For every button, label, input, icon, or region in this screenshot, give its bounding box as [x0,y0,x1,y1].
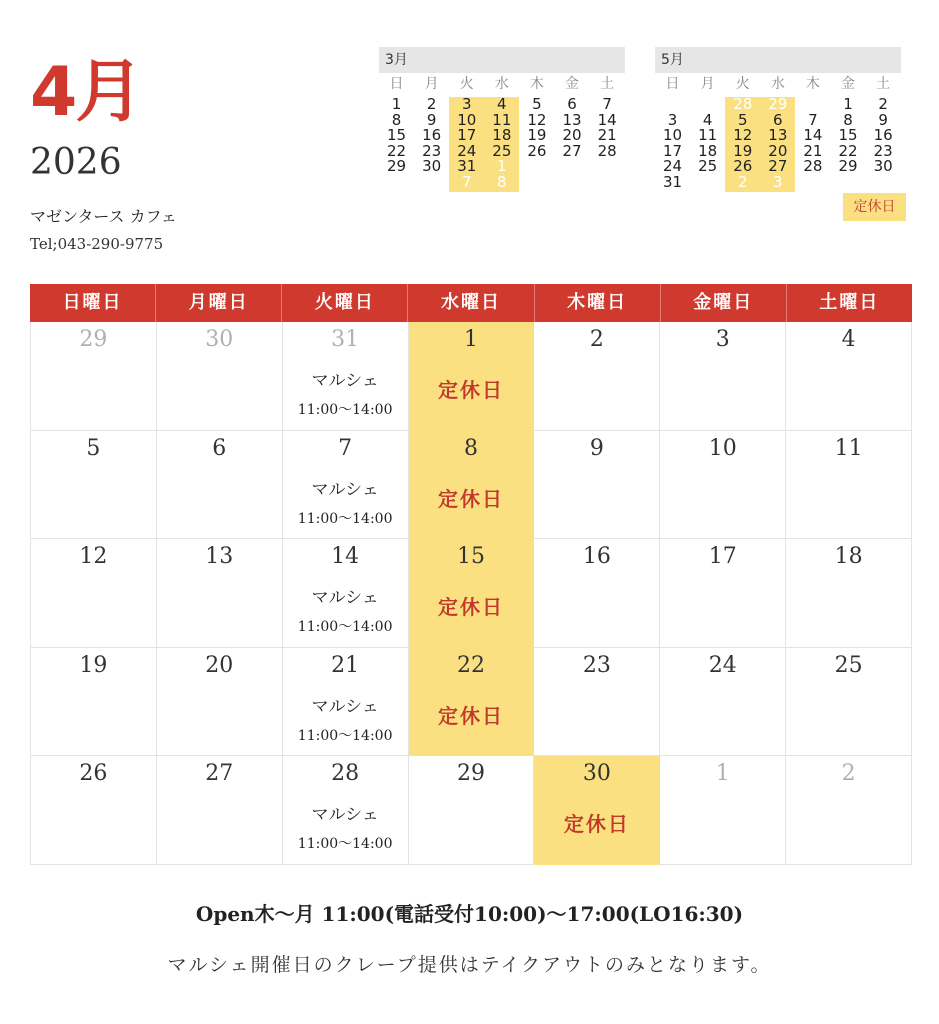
mini-day: 29 [838,157,858,175]
mini-day [554,175,589,191]
mini-day [866,175,901,191]
mini-day: 25 [698,157,718,175]
day-number: 21 [331,652,360,678]
weekday-label: 木曜日 [535,284,661,322]
mini-day: 21 [597,126,617,144]
marche-event-label: マルシェ [311,588,379,608]
mini-day: 30 [873,157,893,175]
mini-day: 18 [698,141,718,160]
day-cell [534,431,660,540]
week-row [30,322,912,431]
day-number: 28 [331,761,360,786]
mini-day: 7 [808,110,818,129]
mini-day: 28 [803,157,823,175]
mini-day: 24 [457,141,477,160]
day-number: 2 [841,761,856,786]
marche-event-time: 11:00〜14:00 [297,727,393,744]
day-number: 1 [464,327,478,352]
mini-day: 19 [527,126,547,144]
mini-day: 10 [663,126,683,144]
day-cell-closed [534,756,660,865]
day-number: 19 [79,652,108,678]
day-number: 23 [582,652,611,678]
mini-day: 9 [878,110,888,129]
mini-calendar-march [379,47,625,190]
mini-weekday: 月 [700,76,715,92]
mini-day: 28 [597,141,617,160]
marche-event-label: マルシェ [311,696,379,717]
day-number: 2 [589,327,604,352]
mini-day: 18 [492,126,512,144]
mini-day: 5 [532,95,542,113]
mini-day [414,175,449,191]
mini-weekday-row [655,75,901,97]
day-cell [786,648,912,757]
day-cell [660,431,786,540]
weekday-header [30,284,912,322]
weekday-label: 金曜日 [661,284,787,322]
mini-day: 1 [843,95,853,113]
mini-day: 28 [733,95,753,113]
mini-day: 9 [426,110,437,129]
mini-weekday-row [379,75,625,97]
mini-calendar-grid [655,75,901,190]
opening-hours: Open木〜月 11:00(電話受付10:00)〜17:00(LO16:30) [195,902,744,926]
mini-day: 4 [702,110,713,129]
mini-day: 14 [597,110,617,129]
mini-calendar-title: 3月 [379,47,625,73]
day-number: 30 [205,327,234,352]
mini-weekday: 木 [529,76,544,92]
mini-day: 13 [562,110,582,129]
mini-day: 7 [602,95,612,113]
mini-weekday: 日 [389,76,404,92]
day-number: 29 [457,761,485,786]
closed-day-label: 定休日 [438,703,504,728]
mini-day: 8 [843,110,853,129]
mini-week-row [655,172,901,191]
mini-day: 13 [768,126,788,144]
mini-weekday: 木 [805,76,820,92]
mini-day: 16 [422,126,442,144]
day-number: 22 [457,652,485,678]
day-cell-closed [409,431,535,540]
day-cell [660,756,786,865]
day-number: 25 [834,652,863,678]
day-number: 10 [708,435,737,461]
mini-day [519,159,554,175]
mini-day: 14 [803,126,823,144]
week-row [30,539,912,648]
day-cell [30,431,157,540]
mini-day: 24 [663,157,683,175]
day-cell [30,539,157,648]
week-row [30,756,912,865]
day-number: 3 [715,327,730,352]
day-number: 29 [79,327,108,352]
day-cell [30,756,157,865]
mini-day: 21 [803,141,823,160]
mini-day: 31 [663,172,683,191]
day-number: 14 [331,544,360,569]
marche-note: マルシェ開催日のクレープ提供はテイクアウトのみとなります。 [167,954,772,976]
mini-day: 27 [562,141,582,160]
marche-event-label: マルシェ [311,479,379,500]
day-number: 16 [582,544,611,569]
day-cell [660,322,786,431]
mini-calendar-title: 5月 [655,47,901,73]
mini-week-row [379,172,625,191]
week-row [30,648,912,757]
mini-day: 3 [773,172,783,191]
mini-day: 15 [387,126,407,144]
day-number: 27 [205,761,234,786]
mini-day: 29 [768,95,788,113]
mini-day: 3 [667,110,678,129]
day-cell [660,539,786,648]
mini-day: 31 [457,157,477,175]
mini-weekday: 金 [565,76,580,92]
mini-day: 2 [426,95,437,113]
shop-tel: Tel;043-290-9775 [30,235,164,253]
mini-day: 23 [422,141,442,160]
mini-day: 8 [497,172,507,191]
mini-day: 29 [387,157,407,175]
day-number: 18 [834,544,863,569]
day-cell [786,322,912,431]
mini-day: 11 [492,110,512,129]
day-number: 26 [79,761,108,786]
day-cell-closed [409,648,535,757]
mini-day [590,175,625,191]
mini-day: 11 [698,126,718,144]
day-number: 4 [841,327,856,352]
day-cell-closed [409,539,535,648]
day-number: 20 [205,652,234,678]
mini-day: 10 [457,110,477,129]
marche-event-time: 11:00〜14:00 [297,836,393,852]
mini-day: 7 [461,172,472,191]
mini-day: 1 [391,95,402,113]
day-number: 17 [708,544,737,569]
mini-day [690,175,725,191]
calendar-body [30,322,912,865]
closed-day-label: 定休日 [438,486,504,511]
day-cell [283,322,409,431]
mini-day [519,175,554,191]
mini-day: 26 [733,157,753,175]
day-cell [283,431,409,540]
month-calendar [30,284,912,865]
day-number: 7 [338,435,353,461]
mini-day: 20 [768,141,788,160]
mini-weekday: 金 [841,76,856,92]
mini-day [590,159,625,175]
day-number: 1 [715,761,730,786]
marche-event-label: マルシェ [311,805,379,825]
weekday-label: 土曜日 [819,292,880,313]
month-title: 4月 [30,53,142,132]
mini-day: 5 [737,110,748,129]
mini-day: 27 [768,157,788,175]
mini-day: 17 [457,126,477,144]
closed-day-legend: 定休日 [843,193,906,221]
mini-day: 25 [492,141,512,160]
mini-weekday: 土 [600,76,615,92]
mini-day: 6 [567,95,577,113]
day-cell [157,539,283,648]
mini-day: 20 [562,126,582,144]
day-number: 15 [457,544,485,569]
day-cell [157,322,283,431]
mini-weekday: 火 [459,76,474,92]
mini-day: 2 [737,172,748,191]
day-number: 13 [205,544,234,569]
day-cell [157,648,283,757]
mini-day: 8 [391,110,402,129]
mini-day: 19 [733,141,753,160]
mini-day: 3 [461,95,472,113]
day-number: 9 [589,435,604,461]
day-cell [30,322,157,431]
mini-day: 2 [878,95,888,113]
marche-event-time: 11:00〜14:00 [297,402,393,418]
day-cell [157,756,283,865]
mini-day: 1 [497,157,507,175]
mini-weekday: 水 [770,76,785,92]
shop-name: マゼンタース カフェ [30,207,177,226]
mini-day: 12 [733,126,753,144]
mini-day: 30 [422,157,442,175]
day-cell [283,756,409,865]
mini-weekday: 火 [735,76,750,92]
mini-day: 22 [838,141,858,160]
mini-day: 6 [773,110,783,129]
marche-event-label: マルシェ [311,371,379,391]
day-number: 12 [79,544,108,569]
mini-day [830,175,865,191]
day-cell [534,322,660,431]
day-cell [157,431,283,540]
closed-day-label: 定休日 [438,595,504,619]
day-number: 11 [834,435,863,461]
mini-day: 17 [663,141,683,160]
day-cell [283,539,409,648]
mini-weekday: 水 [494,76,509,92]
mini-day: 12 [527,110,547,129]
day-cell [786,756,912,865]
day-cell [283,648,409,757]
mini-day [554,159,589,175]
mini-weekday: 月 [424,76,439,92]
mini-weekday: 土 [876,76,891,92]
mini-day: 22 [387,141,407,160]
day-cell [30,648,157,757]
day-cell [534,539,660,648]
mini-day [379,175,414,191]
day-cell-closed [409,322,535,431]
day-cell [534,648,660,757]
year: 2026 [30,142,122,183]
marche-event-time: 11:00〜14:00 [297,510,393,527]
day-number: 30 [582,761,611,786]
mini-weekday: 日 [665,76,680,92]
marche-event-time: 11:00〜14:00 [297,619,393,635]
day-number: 5 [86,435,101,461]
mini-day: 16 [873,126,893,144]
weekday-label: 日曜日 [30,284,156,322]
mini-day: 23 [873,141,893,160]
day-cell [660,648,786,757]
closed-day-label: 定休日 [438,378,504,402]
day-cell [786,539,912,648]
mini-calendar-may [655,47,901,190]
weekday-label: 火曜日 [282,284,408,322]
day-cell [786,431,912,540]
day-number: 24 [708,652,737,678]
day-number: 6 [212,435,227,461]
mini-calendar-grid [379,75,625,190]
week-row [30,431,912,540]
mini-day [795,175,830,191]
mini-day: 4 [497,95,507,113]
mini-day: 26 [527,141,547,160]
weekday-label: 水曜日 [408,284,534,322]
day-number: 31 [331,327,360,352]
closed-day-label: 定休日 [563,812,630,836]
mini-day: 15 [838,126,858,144]
weekday-label: 月曜日 [156,284,282,322]
day-cell [409,756,535,865]
day-number: 8 [464,435,478,461]
